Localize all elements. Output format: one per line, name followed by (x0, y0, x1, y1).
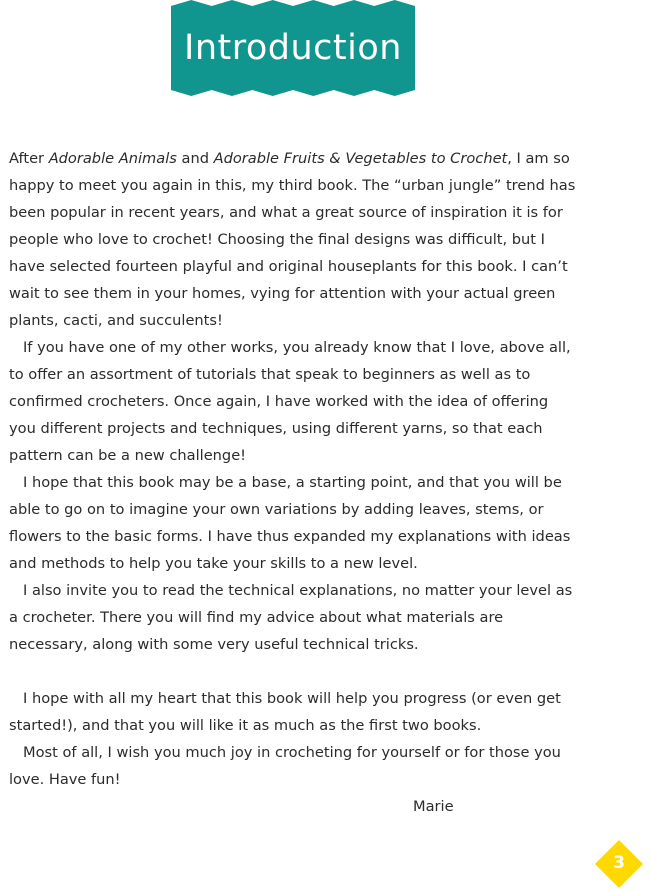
paragraph-1-and: and (176, 150, 214, 167)
book-title-2: Adorable Fruits & Vegetables to Crochet (213, 150, 508, 167)
paragraph-2: If you have one of my other works, you already know that I love, above all, to offer an assortment of tutorials that speak to beginners as well as to confirmed crocheters. Once again, I have worked with the idea of offering you different projects and techniques, using different yarns, so that each pattern can be a new challenge! (9, 339, 571, 464)
page-number-badge (595, 840, 643, 888)
paragraph-5: I hope with all my heart that this book will help you progress (or even get started!), and that you will like it as much as the first two books. (9, 690, 561, 734)
paragraph-1-rest: , I am so happy to meet you again in this, my third book. The “urban jungle” trend has been popular in recent years, and what a great source of inspiration it is for people who love to crochet! Choosing the final designs was difficult, but I have selected fourteen playful and original houseplants for this book. I can’t wait to see them in your homes, vying for attention with your actual green plants, cacti, and succulents! (9, 150, 576, 329)
paragraph-1-lead: After (9, 150, 49, 167)
book-title-1: Adorable Animals (48, 150, 177, 167)
paragraph-3: I hope that this book may be a base, a starting point, and that you will be able to go on to imagine your own variations by adding leaves, stems, or flowers to the basic forms. I have thus expanded my explanations with ideas and methods to help you take your skills to a new level. (9, 474, 571, 572)
signature: Marie (413, 798, 454, 815)
paragraph-1 (9, 145, 579, 334)
body-text (9, 145, 579, 793)
paragraph-4: I also invite you to read the technical explanations, no matter your level as a crocheter. There you will find my advice about what materials are necessary, along with some very useful technical tricks. (9, 582, 573, 653)
page-number: 3 (613, 853, 625, 873)
paragraph-6: Most of all, I wish you much joy in crocheting for yourself or for those you love. Have fun! (9, 744, 561, 788)
title-banner (171, 0, 415, 96)
page-title: Introduction (184, 28, 402, 68)
